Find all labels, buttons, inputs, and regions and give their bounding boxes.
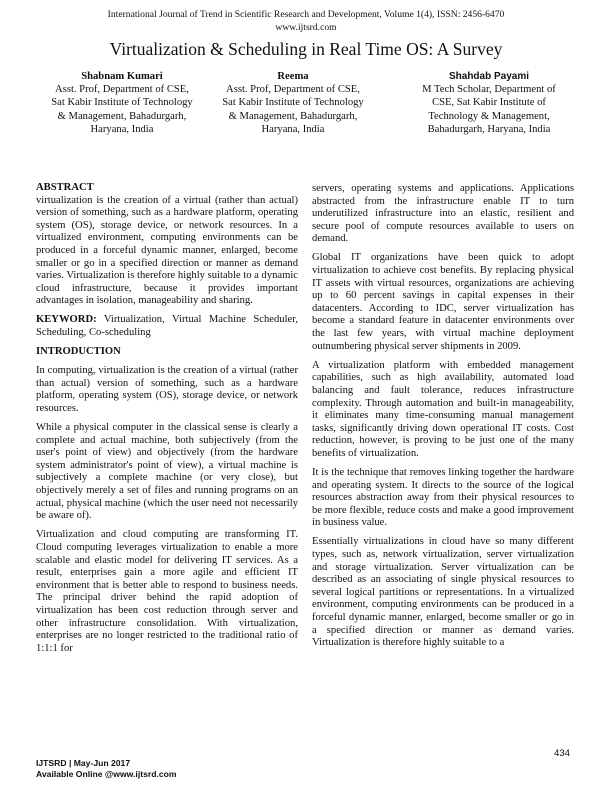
paragraph: Essentially virtualizations in cloud have so many different types, such as, network virtualization, server virtualization and storage virtualization. Server virtualization can be described as an associating of single physical resources to several logical partitions or representations. In a virtualized environment, computing environments can be produced in a forceful dynamic manner, enlarged, become smaller or go in a specified direction or manner as demand varies. Virtualization is therefore highly suitable to a — [312, 536, 574, 649]
right-column — [312, 183, 574, 656]
paragraph: A virtualization platform with embedded management capabilities, such as high availability, automated load balancing and fault tolerance, reduces infrastructure complexity. Through automation and built-in manageability, it eliminates many time-consuming manual management tasks, significantly driving down operational IT costs. Cost reduction, however, is proving to be just one of the many benefits of virtualization. — [312, 359, 574, 459]
footer-online: Available Online @www.ijtsrd.com — [36, 768, 177, 779]
author-name: Shabnam Kumari — [81, 71, 163, 82]
abstract-heading: ABSTRACT — [36, 182, 94, 193]
author-affiliation-line: CSE, Sat Kabir Institute of — [432, 97, 546, 109]
paragraph: Virtualization and cloud computing are transforming IT. Cloud computing leverages virtualization to enable a more scalable and elastic model for delivering IT services. As a result, enterprises gain a more agile and efficient IT environment that is better able to respond to business needs. The principal driver behind the rapid adoption of virtualization has been cost reduction through server and other infrastructure consolidation. With virtualization, enterprises are no longer restricted to the traditional ratio of 1:1:1 for — [36, 529, 298, 654]
author-block-1 — [32, 70, 212, 136]
author-block-3 — [404, 70, 574, 136]
keywords — [36, 314, 298, 339]
page-footer — [36, 758, 177, 779]
paragraph: While a physical computer in the classical sense is clearly a complete and actual machine, both subjectively (from the user's point of view) and objectively (from the hardware system administrator's point of view), a virtual machine is subjectively a complete machine (or very close), but objectively merely a set of files and running programs on an actual, physical machine (which the user need not necessarily be aware of). — [36, 422, 298, 522]
author-affiliation-line: Asst. Prof, Department of CSE, — [55, 84, 189, 96]
author-affiliation-line: Asst. Prof, Department of CSE, — [226, 84, 360, 96]
author-name: Shahdab Payami — [448, 71, 530, 82]
author-affiliation-line: M Tech Scholar, Department of — [422, 84, 556, 96]
author-block-2 — [218, 70, 368, 136]
footer-issue: IJTSRD | May-Jun 2017 — [36, 758, 131, 768]
paper-title: Virtualization & Scheduling in Real Time OS: A Survey — [109, 39, 503, 59]
author-affiliation-line: Sat Kabir Institute of Technology — [51, 97, 193, 109]
author-affiliation-line: Haryana, India — [261, 123, 325, 135]
paragraph: In computing, virtualization is the creation of a virtual (rather than actual) version of something, such as a hardware platform, operating system (OS), storage device, or network resources. — [36, 365, 298, 414]
abstract-text: virtualization is the creation of a virtual (rather than actual) version of something, such as a hardware platform, operating system (OS), storage device, or network resources. In a virtualized environment, computing environments can be produced in a forceful dynamic manner, enlarged, become smaller or go in a specified direction or manner as demand varies. Virtualization is therefore highly suitable to a dynamic cloud infrastructure, because it provides important advantages in isolation, manageability and sharing. — [36, 194, 298, 307]
page-number: 434 — [554, 748, 571, 759]
paragraph: It is the technique that removes linking together the hardware and operating system. It directs to the source of the logical resources abstraction away from their physical resources to be more flexible, reduce costs and make a good improvement in business value. — [312, 466, 574, 529]
journal-url[interactable]: www.ijtsrd.com — [275, 22, 337, 33]
paragraph: servers, operating systems and applications. Applications abstracted from the infrastructure enable IT to turn underutilized infrastructure into an elastic, resilient and secure pool of compute resources available to users on demand. — [312, 183, 574, 245]
author-affiliation-line: & Management, Bahadurgarh, — [228, 110, 358, 122]
author-affiliation-line: Sat Kabir Institute of Technology — [222, 97, 364, 109]
introduction-heading: INTRODUCTION — [36, 346, 121, 358]
left-column — [36, 182, 298, 662]
author-affiliation-line: & Management, Bahadurgarh, — [57, 110, 187, 122]
journal-header: International Journal of Trend in Scientific Research and Development, Volume 1(4), ISSN: 2456-6470 — [107, 9, 505, 20]
author-affiliation-line: Bahadurgarh, Haryana, India — [427, 123, 551, 135]
keyword-text: Virtualization, Virtual Machine Scheduler, Scheduling, Co-scheduling — [36, 314, 298, 339]
paragraph: Global IT organizations have been quick to adopt virtualization to achieve cost benefits. By replacing physical IT assets with virtual resources, organizations are achieving up to 60 percent savings in capital expenses in their datacenters. According to IDC, server virtualization has become a standard feature in datacenter environments over the last few years, with virtual machine deployment outnumbering physical server shipments in 2009. — [312, 252, 574, 352]
author-name: Reema — [277, 71, 309, 82]
author-affiliation-line: Haryana, India — [90, 123, 154, 135]
author-affiliation-line: Technology & Management, — [428, 110, 550, 122]
keyword-label: KEYWORD: — [36, 314, 97, 326]
